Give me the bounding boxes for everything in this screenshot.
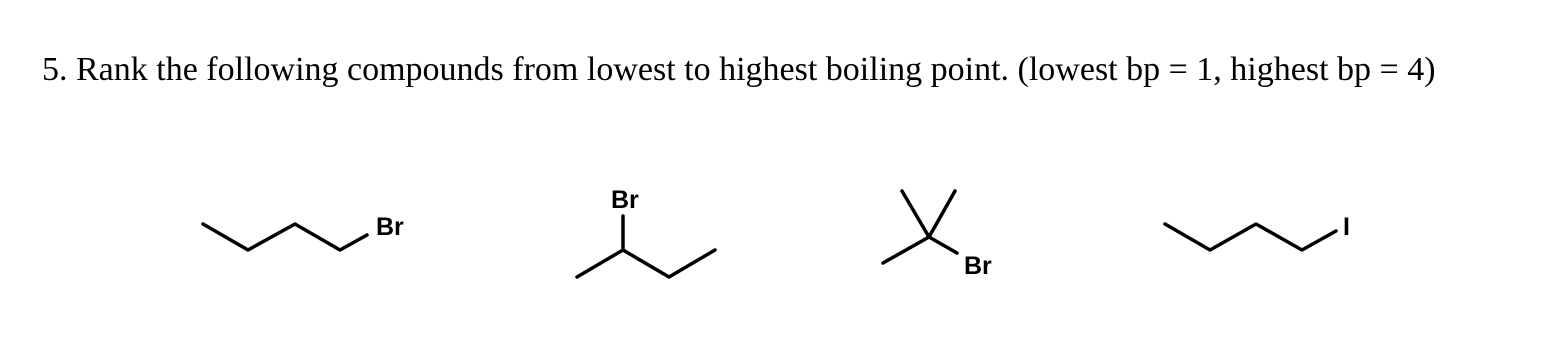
compound-1-structure [203,213,404,250]
compound-1-bonds [203,224,367,250]
compound-3-bond-upper-right [929,191,955,237]
compound-2-main-chain [577,250,715,277]
compound-3-atom-label: Br [964,252,992,280]
compound-3-bond-to-halogen [929,237,957,253]
compound-3-bond-upper-left [902,191,929,237]
compound-3-bond-lower-left [883,237,929,263]
compound-4-atom-label: I [1343,213,1350,241]
compound-1-atom-label: Br [376,213,404,241]
compound-3-structure [883,191,992,280]
compound-4-bonds [1165,224,1336,250]
question-text: 5. Rank the following compounds from lowest to highest boiling point. (lowest bp = 1, highest bp = 4) [42,51,1436,88]
compound-4-structure [1165,213,1350,250]
compound-2-structure [577,186,715,277]
compound-2-atom-label: Br [611,186,639,214]
